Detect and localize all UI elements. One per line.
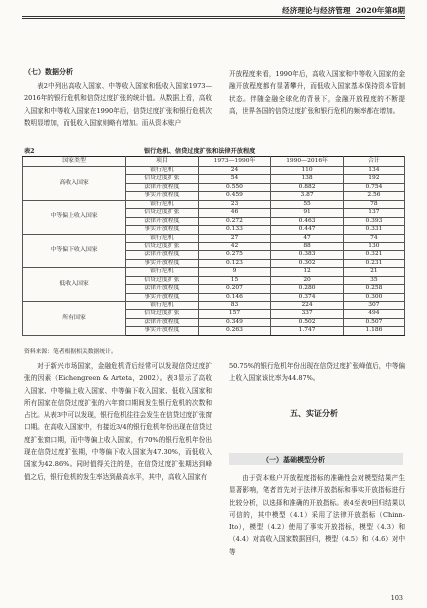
- value-cell: 494: [343, 310, 404, 318]
- value-cell: 78: [343, 200, 404, 208]
- item-cell: 法律开放程度: [126, 318, 199, 326]
- value-cell: 337: [271, 310, 344, 318]
- item-cell: 事实开放程度: [126, 259, 199, 267]
- value-cell: 46: [198, 209, 271, 217]
- table-row: [23, 234, 405, 242]
- value-cell: 91: [271, 209, 344, 217]
- value-cell: 54: [198, 175, 271, 183]
- header-rule-thin: [22, 18, 405, 19]
- value-cell: 20: [271, 276, 344, 284]
- column-header: 1973—1990年: [198, 157, 271, 167]
- value-cell: 0.123: [198, 259, 271, 267]
- value-cell: 192: [343, 175, 404, 183]
- value-cell: 47: [271, 234, 344, 242]
- table-source-note: 资料来源：笔者根据相关数据统计。: [24, 349, 117, 355]
- column-header: 项目: [126, 157, 199, 167]
- item-cell: 事实开放程度: [126, 226, 199, 234]
- column-header: 1990—2016年: [271, 157, 344, 167]
- paragraph: 由于资本账户开放程度指标的准确性会对模型结果产生显著影响，笔者首先对于法律开放指标和事实开放指标进行比较分析，以选择和准确的开放指标。表4至表9回归结果以可信的，其中模型（4.1）采用了法律开放指标（Chinn-Ito），模型（4.2）使用了事实开放指标，模型（4.3）和（4.4）对高收入国家数据回归，模型（4.5）和（4.6）对中等: [229, 474, 405, 556]
- value-cell: 224: [271, 302, 344, 310]
- paragraph: 表2中列出高收入国家、中等收入国家和低收入国家1973—2016年的银行危机和信贷过度扩张的统计值。从数据上看，高收入国家和中等收入国家在1990年后，信贷过度扩张和银行危机次数明显增加，而低收入国家则略有增加。而从资本账户: [24, 82, 212, 127]
- group-name-cell: 所有国家: [23, 302, 126, 336]
- value-cell: 0.275: [198, 251, 271, 259]
- value-cell: 24: [198, 167, 271, 175]
- value-cell: 12: [271, 268, 344, 276]
- item-cell: 银行危机: [126, 200, 199, 208]
- table-row: [23, 302, 405, 310]
- value-cell: 23: [198, 200, 271, 208]
- value-cell: 0.383: [271, 251, 344, 259]
- value-cell: 0.463: [271, 217, 344, 225]
- item-cell: 银行危机: [126, 234, 199, 242]
- value-cell: 74: [343, 234, 404, 242]
- value-cell: 0.459: [198, 192, 271, 200]
- section-title: 五、实证分析: [290, 408, 338, 418]
- paragraph: 对于新兴市场国家，金融危机背后经常可以发现信贷过度扩张的因素（Eichengreen & Arteta，2002）。表3显示了高收入国家、中等偏上收入国家、中等偏下收入国家、低收入国家和所有国家在信贷过度扩张的六年窗口期间发生银行危机的次数和占比。从表3中可以发现，银行危机往往会发生在信贷过度扩张窗口期。在高收入国家中，有接近3/4的银行危机年份出现在信贷过度扩张窗口期，而中等偏上收入国家，有70%的银行危机年份出现在信贷过度扩张期，中等偏下收入国家为47.30%，而低收入国家为42.86%。同时值得关注的是，在信贷过度扩张期达到峰值之后，银行危机的发生率达到最高水平，其中，高收入国家有: [24, 362, 212, 481]
- value-cell: 0.231: [343, 259, 404, 267]
- value-cell: 21: [343, 268, 404, 276]
- paragraph: 开放程度来看，1990年后，高收入国家和中等收入国家的金融开放程度都有显著攀升，而低收入国家基本保持资本管制状态。伴随金融全球化的背景下，金融开放程度的不断提高，世界各国的信贷过度扩张和银行危机的频率都在增加。: [229, 70, 405, 115]
- value-cell: 3.87: [271, 192, 344, 200]
- subsection-title: （一）基础模型分析: [262, 455, 325, 464]
- value-cell: 9: [198, 268, 271, 276]
- value-cell: 0.502: [271, 318, 344, 326]
- value-cell: 0.321: [343, 251, 404, 259]
- right-top-column: [229, 68, 405, 117]
- value-cell: 130: [343, 242, 404, 250]
- value-cell: 2.56: [343, 192, 404, 200]
- value-cell: 83: [198, 302, 271, 310]
- item-cell: 事实开放程度: [126, 192, 199, 200]
- value-cell: 0.331: [343, 226, 404, 234]
- item-cell: 事实开放程度: [126, 327, 199, 335]
- column-header: 国家类型: [23, 157, 126, 167]
- header-rule: [22, 16, 405, 17]
- value-cell: 0.272: [198, 217, 271, 225]
- group-name-cell: 中等偏下收入国家: [23, 234, 126, 268]
- right-last-column: [229, 472, 405, 558]
- value-cell: 138: [271, 175, 344, 183]
- value-cell: 1.186: [343, 327, 404, 335]
- item-cell: 信贷过度扩张: [126, 209, 199, 217]
- value-cell: 35: [343, 276, 404, 284]
- value-cell: 88: [271, 242, 344, 250]
- data-table: [22, 156, 405, 336]
- table-row: [23, 167, 405, 175]
- table-row: [23, 268, 405, 276]
- value-cell: 0.882: [271, 183, 344, 191]
- left-top-column: [24, 80, 212, 129]
- table-row: [23, 200, 405, 208]
- value-cell: 0.754: [343, 183, 404, 191]
- item-cell: 法律开放程度: [126, 183, 199, 191]
- value-cell: 0.302: [271, 259, 344, 267]
- group-name-cell: 低收入国家: [23, 268, 126, 302]
- value-cell: 0.507: [343, 318, 404, 326]
- value-cell: 0.280: [271, 285, 344, 293]
- paragraph: 50.75%的银行危机年份出现在信贷过度扩张峰值后，中等偏上收入国家该比率为44.87%。: [229, 362, 405, 383]
- table-title: 银行危机、信贷过度扩张和法律开放程度: [144, 148, 256, 155]
- item-cell: 法律开放程度: [126, 251, 199, 259]
- value-cell: 0.447: [271, 226, 344, 234]
- item-cell: 银行危机: [126, 167, 199, 175]
- issue-label: 2020年第8期: [355, 6, 405, 15]
- value-cell: 0.146: [198, 293, 271, 301]
- item-cell: 信贷过度扩张: [126, 310, 199, 318]
- page-number: 103: [390, 594, 403, 602]
- value-cell: 42: [198, 242, 271, 250]
- right-bottom-column: [229, 360, 405, 385]
- value-cell: 0.393: [343, 217, 404, 225]
- value-cell: 55: [271, 200, 344, 208]
- value-cell: 27: [198, 234, 271, 242]
- group-name-cell: 高收入国家: [23, 167, 126, 201]
- value-cell: 0.258: [343, 285, 404, 293]
- value-cell: 157: [198, 310, 271, 318]
- item-cell: 银行危机: [126, 302, 199, 310]
- column-header: 合计: [343, 157, 404, 167]
- value-cell: 15: [198, 276, 271, 284]
- item-cell: 信贷过度扩张: [126, 175, 199, 183]
- value-cell: 0.133: [198, 226, 271, 234]
- item-cell: 事实开放程度: [126, 293, 199, 301]
- value-cell: 307: [343, 302, 404, 310]
- item-cell: 银行危机: [126, 268, 199, 276]
- value-cell: 0.550: [198, 183, 271, 191]
- item-cell: 信贷过度扩张: [126, 276, 199, 284]
- value-cell: 0.300: [343, 293, 404, 301]
- table-number: 表2: [24, 148, 35, 155]
- value-cell: 0.207: [198, 285, 271, 293]
- value-cell: 0.349: [198, 318, 271, 326]
- running-header: [282, 5, 405, 16]
- item-cell: 法律开放程度: [126, 217, 199, 225]
- value-cell: 110: [271, 167, 344, 175]
- group-name-cell: 中等偏上收入国家: [23, 200, 126, 234]
- value-cell: 134: [343, 167, 404, 175]
- left-bottom-column: [24, 360, 212, 483]
- value-cell: 0.263: [198, 327, 271, 335]
- value-cell: 0.374: [271, 293, 344, 301]
- value-cell: 1.747: [271, 327, 344, 335]
- item-cell: 法律开放程度: [126, 285, 199, 293]
- value-cell: 137: [343, 209, 404, 217]
- section-heading-data-analysis: （七）数据分析: [24, 67, 73, 76]
- item-cell: 信贷过度扩张: [126, 242, 199, 250]
- journal-name: 经济理论与经济管理: [282, 6, 351, 15]
